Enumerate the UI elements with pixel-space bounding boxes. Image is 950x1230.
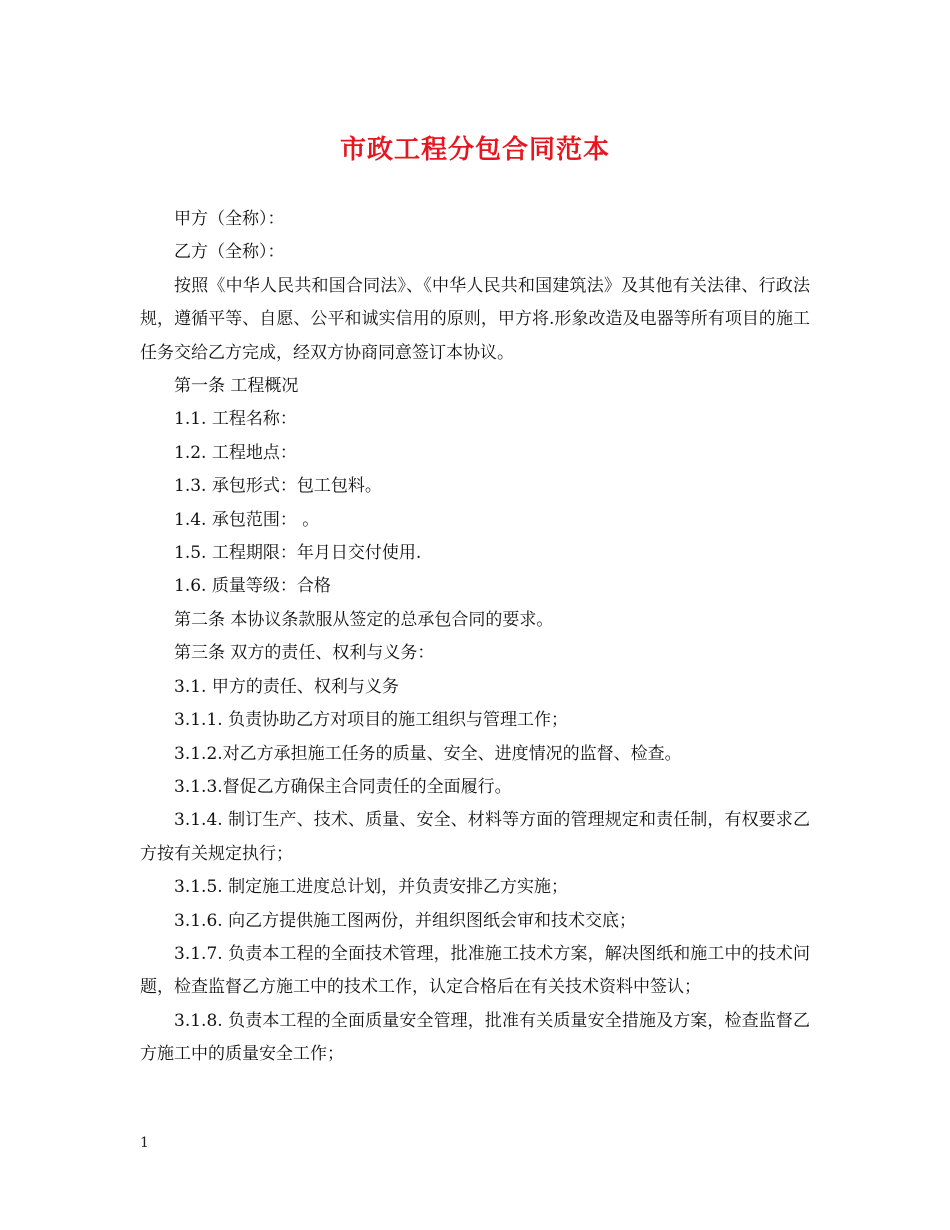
clause-3-1-7: 3.1.7. 负责本工程的全面技术管理，批准施工技术方案，解决图纸和施工中的技术问题，检查监督乙方施工中的技术工作，认定合格后在有关技术资料中签认； (140, 943, 810, 998)
page-number: 1 (140, 1135, 149, 1151)
clause-3-1-6: 3.1.6. 向乙方提供施工图两份，并组织图纸会审和技术交底； (174, 910, 637, 931)
clause-1-3: 1.3. 承包形式：包工包料。 (174, 476, 382, 497)
clause-3-1-5: 3.1.5. 制定施工进度总计划，并负责安排乙方实施； (174, 877, 569, 898)
article-2-heading: 第二条 本协议条款服从签定的总承包合同的要求。 (174, 609, 554, 630)
preamble-paragraph: 按照《中华人民共和国合同法》、《中华人民共和国建筑法》及其他有关法律、行政法规，遵循平等、自愿、公平和诚实信用的原则，甲方将.形象改造及电器等所有项目的施工任务交给乙方完成，经双方协商同意签订本协议。 (140, 275, 810, 363)
clause-3-1-8: 3.1.8. 负责本工程的全面质量安全管理，批准有关质量安全措施及方案，检查监督乙方施工中的质量安全工作； (140, 1010, 810, 1065)
party-b-line: 乙方（全称）： (174, 242, 285, 263)
clause-1-2: 1.2. 工程地点： (174, 442, 297, 463)
clause-1-6: 1.6. 质量等级：合格 (174, 576, 331, 597)
clause-1-4: 1.4. 承包范围： 。 (174, 509, 320, 530)
document-body (140, 203, 810, 1072)
article-1-heading: 第一条 工程概况 (174, 376, 299, 397)
clause-3-1-3: 3.1.3.督促乙方确保主合同责任的全面履行。 (174, 776, 512, 797)
party-a-line: 甲方（全称）： (174, 209, 285, 229)
clause-3-1: 3.1. 甲方的责任、权利与义务 (174, 676, 399, 697)
clause-1-5: 1.5. 工程期限：年月日交付使用. (174, 543, 422, 564)
clause-3-1-2: 3.1.2.对乙方承担施工任务的质量、安全、进度情况的监督、检查。 (174, 743, 682, 764)
clause-3-1-4: 3.1.4. 制订生产、技术、质量、安全、材料等方面的管理规定和责任制，有权要求乙方按有关规定执行； (140, 810, 810, 864)
document-title: 市政工程分包合同范本 (339, 135, 610, 165)
article-3-heading: 第三条 双方的责任、权利与义务： (174, 643, 435, 664)
clause-1-1: 1.1. 工程名称： (174, 409, 297, 430)
clause-3-1-1: 3.1.1. 负责协助乙方对项目的施工组织与管理工作； (174, 710, 569, 731)
